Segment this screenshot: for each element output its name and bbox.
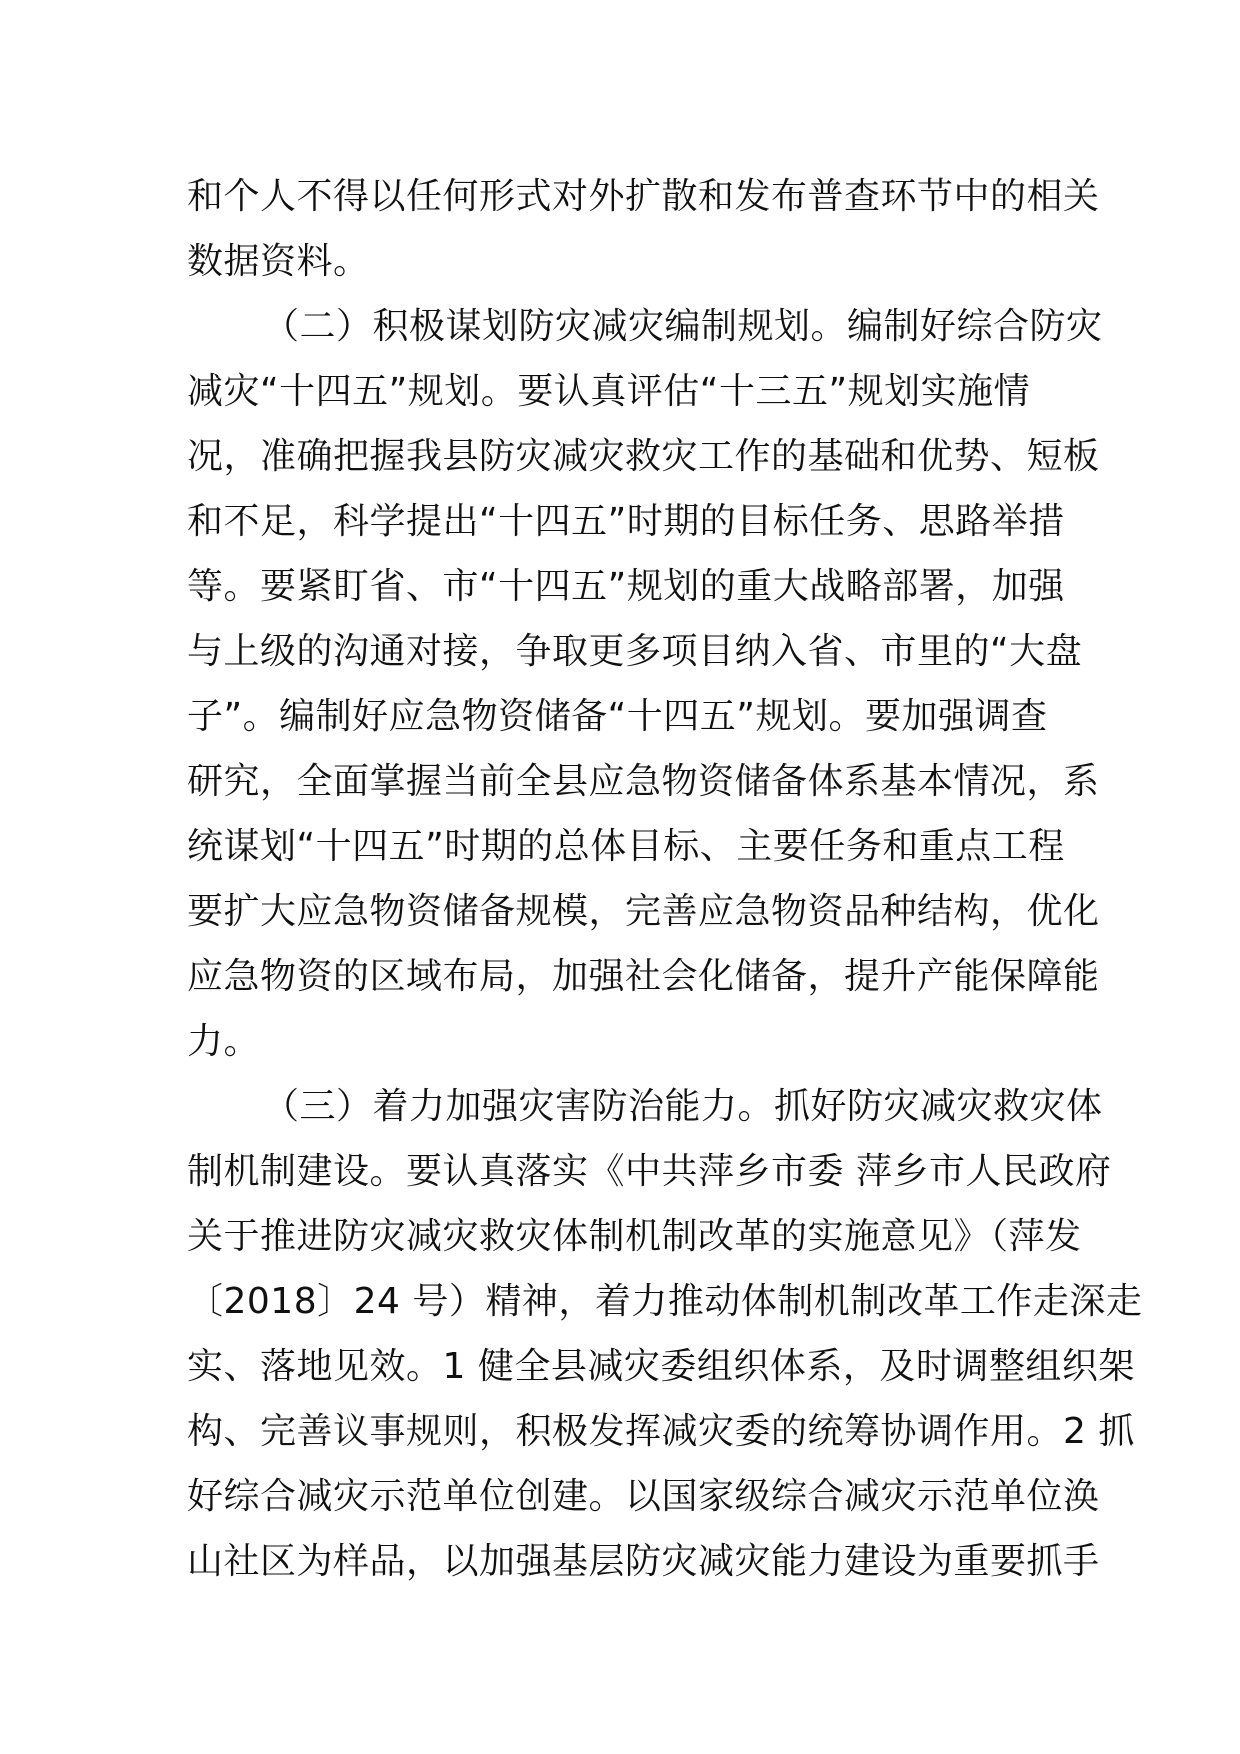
- text-line: 要扩大应急物资储备规模，完善应急物资品种结构，优化: [187, 891, 1100, 932]
- text-line: 力。: [187, 1021, 261, 1062]
- text-line: 统谋划“十四五”时期的总体目标、主要任务和重点工程: [187, 826, 1065, 867]
- text-line: 与上级的沟通对接，争取更多项目纳入省、市里的“大盘: [187, 631, 1083, 672]
- text-line: 数据资料。: [187, 241, 370, 282]
- text-line: 好综合减灾示范单位创建。以国家级综合减灾示范单位涣: [187, 1476, 1100, 1517]
- text-line: 和个人不得以任何形式对外扩散和发布普查环节中的相关: [187, 176, 1100, 217]
- text-line: 〔2018〕24 号）精神，着力推动体制机制改革工作走深走: [187, 1281, 1143, 1322]
- text-line: 减灾“十四五”规划。要认真评估“十三五”规划实施情: [187, 371, 1031, 412]
- section-heading-line: （三）着力加强灾害防治能力。抓好防灾减灾救灾体: [263, 1086, 1103, 1127]
- text-line: 等。要紧盯省、市“十四五”规划的重大战略部署，加强: [187, 566, 1065, 607]
- text-line: 子”。编制好应急物资储备“十四五”规划。要加强调查: [187, 696, 1048, 737]
- text-line: 实、落地见效。1 健全县减灾委组织体系，及时调整组织架: [187, 1346, 1135, 1387]
- text-line: 构、完善议事规则，积极发挥减灾委的统筹协调作用。2 抓: [187, 1411, 1135, 1452]
- text-line: 制机制建设。要认真落实《中共萍乡市委 萍乡市人民政府: [187, 1151, 1112, 1192]
- text-line: 关于推进防灾减灾救灾体制机制改革的实施意见》（萍发: [187, 1216, 1082, 1257]
- body-text: [187, 164, 1143, 1594]
- text-line: 和不足，科学提出“十四五”时期的目标任务、思路举措: [187, 501, 1065, 542]
- text-line: 山社区为样品，以加强基层防灾减灾能力建设为重要抓手: [187, 1541, 1100, 1582]
- text-line: 应急物资的区域布局，加强社会化储备，提升产能保障能: [187, 956, 1100, 997]
- text-line: 研究，全面掌握当前全县应急物资储备体系基本情况，系: [187, 761, 1100, 802]
- text-line: 况，准确把握我县防灾减灾救灾工作的基础和优势、短板: [187, 436, 1100, 477]
- section-heading-line: （二）积极谋划防灾减灾编制规划。编制好综合防灾: [263, 306, 1103, 347]
